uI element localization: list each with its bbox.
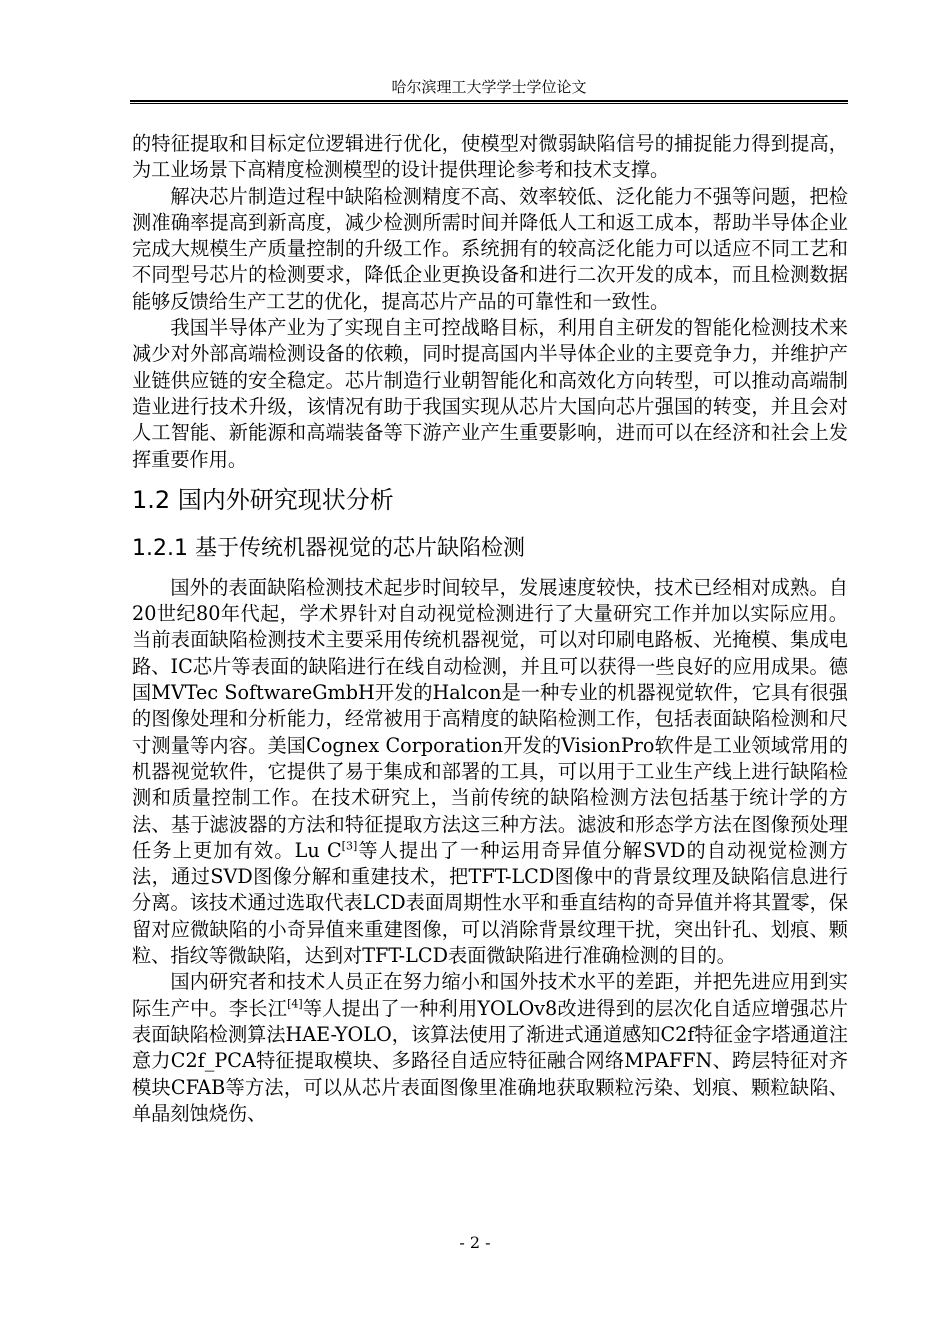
paragraph: 的特征提取和目标定位逻辑进行优化，使模型对微弱缺陷信号的捕捉能力得到提高，为工业场景下高精度检测模型的设计提供理论参考和技术支撑。 [132, 132, 848, 182]
paragraph-text: 等人提出了一种运用奇异值分解SVD的自动视觉检测方法，通过SVD图像分解和重建技术，把TFT-LCD图像中的背景纹理及缺陷信息进行分离。该技术通过选取代表LCD表面周期性水平和垂直结构的奇异值并将其置零，保留对应微缺陷的小奇异值来重建图像，可以消除背景纹理干扰，突出针孔、划痕、颗粒、指纹等微缺陷，达到对TFT-LCD表面微缺陷进行准确检测的目的。 [132, 838, 848, 968]
paragraph-text: 等人提出了一种利用YOLOv8改进得到的层次化自适应增强芯片表面缺陷检测算法HAE-YOLO，该算法使用了渐进式通道感知C2f特征金字塔通道注意力C2f_PCA特征提取模块、多路径自适应特征融合网络MPAFFN、跨层特征对齐模块CFAB等方法，可以从芯片表面图像里准确地获取颗粒污染、划痕、颗粒缺陷、单晶刻蚀烧伤、 [132, 996, 848, 1125]
subsection-heading: 1.2.1 基于传统机器视觉的芯片缺陷检测 [132, 535, 525, 561]
body-text [132, 131, 848, 1127]
citation-ref: [3] [341, 839, 358, 853]
page-header: 哈尔滨理工大学学士学位论文 [391, 78, 587, 96]
paragraph [132, 575, 848, 969]
paragraph: 我国半导体产业为了实现自主可控战略目标，利用自主研发的智能化检测技术来减少对外部高端检测设备的依赖，同时提高国内半导体企业的主要竞争力，并维护产业链供应链的安全稳定。芯片制造行业朝智能化和高效化方向转型，可以推动高端制造业进行技术升级，该情况有助于我国实现从芯片大国向芯片强国的转变，并且会对人工智能、新能源和高端装备等下游产业产生重要影响，进而可以在经济和社会上发挥重要作用。 [132, 316, 848, 471]
paragraph-text: 国外的表面缺陷检测技术起步时间较早，发展速度较快，技术已经相对成熟。自20世纪80年代起，学术界针对自动视觉检测进行了大量研究工作并加以实际应用。当前表面缺陷检测技术主要采用传统机器视觉，可以对印刷电路板、光掩模、集成电路、IC芯片等表面的缺陷进行在线自动检测，并且可以获得一些良好的应用成果。德国MVTec SoftwareGmbH开发的Halcon是一种专业的机器视觉软件，它具有很强的图像处理和分析能力，经常被用于高精度的缺陷检测工作，包括表面缺陷检测和尺寸测量等内容。美国Cognex Corporation开发的VisionPro软件是工业领域常用的机器视觉软件，它提供了易于集成和部署的工具，可以用于工业生产线上进行缺陷检测和质量控制工作。在技术研究上，当前传统的缺陷检测方法包括基于统计学的方法、基于滤波器的方法和特征提取方法这三种方法。滤波和形态学方法在图像预处理任务上更加有效。Lu C [132, 575, 848, 862]
paragraph [132, 969, 848, 1127]
header-rule [130, 100, 848, 104]
section-heading: 1.2 国内外研究现状分析 [132, 485, 394, 514]
page-number: - 2 - [459, 1233, 491, 1252]
paragraph: 解决芯片制造过程中缺陷检测精度不高、效率较低、泛化能力不强等问题，把检测准确率提高到新高度，减少检测所需时间并降低人工和返工成本，帮助半导体企业完成大规模生产质量控制的升级工作。系统拥有的较高泛化能力可以适应不同工艺和不同型号芯片的检测要求，降低企业更换设备和进行二次开发的成本，而且检测数据能够反馈给生产工艺的优化，提高芯片产品的可靠性和一致性。 [132, 184, 848, 313]
paragraph-text: 国内研究者和技术人员正在努力缩小和国外技术水平的差距，并把先进应用到实际生产中。李长江 [132, 970, 848, 1020]
citation-ref: [4] [287, 997, 303, 1011]
